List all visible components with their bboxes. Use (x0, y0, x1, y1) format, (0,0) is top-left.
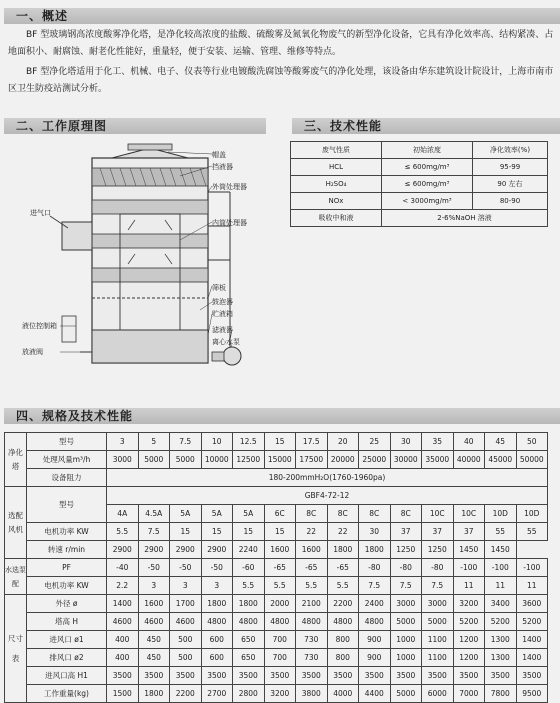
row-label: 进风口高 H1 (27, 667, 107, 685)
group-label-size: 尺寸表 (5, 595, 27, 703)
label-diffuser: 鼓泡器 (212, 298, 233, 306)
row-label: 塔高 H (27, 613, 107, 631)
spec-cell: 3000 (390, 595, 422, 613)
spec-cell: 900 (359, 631, 391, 649)
spec-cell: 1300 (485, 631, 517, 649)
spec-cell: 7.5 (422, 577, 454, 595)
spec-cell: 11 (453, 577, 485, 595)
spec-cell: 40000 (453, 451, 485, 469)
spec-cell: 55 (516, 523, 548, 541)
spec-cell: 2240 (233, 541, 265, 559)
spec-cell: 650 (233, 649, 265, 667)
label-inner-processor: 内筒处理器 (212, 219, 247, 227)
absorb-label: 吸收中和液 (291, 210, 382, 227)
spec-cell: 20 (327, 433, 359, 451)
spec-cell: 2700 (201, 685, 233, 703)
centrifugal-pump (223, 347, 241, 365)
spec-cell: 15000 (264, 451, 296, 469)
tech-header: 净化效率(%) (473, 142, 548, 159)
spec-cell: 400 (107, 631, 139, 649)
spec-cell: 2400 (359, 595, 391, 613)
spec-cell: 450 (138, 631, 170, 649)
spec-cell: 40 (453, 433, 485, 451)
resist-value: 180-200mmH₂O(1760-1960pa) (107, 469, 548, 487)
spec-cell: -65 (327, 559, 359, 577)
spec-cell: 55 (485, 523, 517, 541)
section2-header: 二、工作原理图 (4, 118, 266, 134)
spec-cell: 2900 (107, 541, 139, 559)
spec-cell: 50 (516, 433, 548, 451)
tech-row (291, 176, 548, 193)
spec-cell: 400 (107, 649, 139, 667)
spec-cell: 15 (201, 523, 233, 541)
tech-cell: NOx (291, 193, 382, 210)
spec-cell: 15 (264, 523, 296, 541)
spec-cell: 4800 (264, 613, 296, 631)
spec-cell: 1250 (422, 541, 454, 559)
spec-row-model (5, 433, 548, 451)
spec-cell: 3 (201, 577, 233, 595)
spec-cell: 3500 (264, 667, 296, 685)
row-label: 工作重量(kg) (27, 685, 107, 703)
spec-cell: 37 (453, 523, 485, 541)
spec-cell: 1800 (359, 541, 391, 559)
spec-cell: 4600 (138, 613, 170, 631)
spec-cell: 5.5 (233, 577, 265, 595)
label-tank: 贮液箱 (212, 310, 233, 318)
spec-cell: 1600 (264, 541, 296, 559)
spec-cell: 3000 (107, 451, 139, 469)
spec-cell: 2900 (138, 541, 170, 559)
spec-cell: 5200 (516, 613, 548, 631)
spec-cell: 15 (233, 523, 265, 541)
spec-cell: 3500 (390, 667, 422, 685)
spec-cell: 730 (296, 631, 328, 649)
spec-cell: -80 (390, 559, 422, 577)
spec-cell: 1300 (485, 649, 517, 667)
spec-cell: 4400 (359, 685, 391, 703)
label-filter: 滤液器 (212, 326, 233, 334)
spec-cell: 3500 (485, 667, 517, 685)
spec-cell: 1250 (390, 541, 422, 559)
label-drain: 放液阀 (22, 348, 43, 356)
spec-cell: 650 (233, 631, 265, 649)
spec-cell: 700 (264, 649, 296, 667)
spec-cell: 10C (453, 505, 485, 523)
row-label: 型号 (27, 433, 107, 451)
spec-cell: 12500 (233, 451, 265, 469)
spec-cell: 1400 (107, 595, 139, 613)
spec-cell: 30000 (390, 451, 422, 469)
spec-cell: 3500 (453, 667, 485, 685)
spec-cell: 1600 (296, 541, 328, 559)
spec-row-fan-series (5, 487, 548, 505)
spec-cell: 2800 (233, 685, 265, 703)
spec-cell: -50 (170, 559, 202, 577)
spec-cell: 20000 (327, 451, 359, 469)
spec-cell: 5000 (390, 613, 422, 631)
spec-cell: 35000 (422, 451, 454, 469)
spec-cell: 1200 (453, 631, 485, 649)
spec-cell: 1800 (233, 595, 265, 613)
spec-cell: 1000 (390, 649, 422, 667)
tech-cell: 90 左右 (473, 176, 548, 193)
tech-row (291, 210, 548, 227)
spec-cell: 5000 (390, 685, 422, 703)
tech-performance-table (290, 141, 548, 227)
group-label-tower: 净化塔 (5, 433, 27, 487)
label-level-box: 液位控制箱 (22, 322, 57, 330)
row-label: 型号 (27, 487, 107, 523)
spec-cell: 5200 (485, 613, 517, 631)
spec-cell: 5 (138, 433, 170, 451)
air-inlet (62, 222, 92, 250)
group-label-fan: 选配风机 (5, 487, 27, 559)
spec-cell: -50 (138, 559, 170, 577)
section3-header: 三、技术性能 (292, 118, 560, 134)
overview-paragraph-2: BF 型净化塔适用于化工、机械、电子、仪表等行业电镀酸洗腐蚀等酸雾废气的净化处理，该设备由华东建筑设计院设计，上海市南市区卫生防疫站测试分析。 (8, 67, 554, 94)
label-cap: 帽盖 (212, 151, 226, 159)
spec-cell: 4800 (327, 613, 359, 631)
spec-cell: 5.5 (327, 577, 359, 595)
spec-cell: 500 (170, 649, 202, 667)
spec-cell: 10D (516, 505, 548, 523)
spec-cell: 7000 (453, 685, 485, 703)
spec-cell: 4600 (107, 613, 139, 631)
spec-cell: 5000 (422, 613, 454, 631)
spec-cell: 9500 (516, 685, 548, 703)
spec-cell: 8C (390, 505, 422, 523)
tech-row (291, 159, 548, 176)
tech-row (291, 193, 548, 210)
spec-cell: 15 (264, 433, 296, 451)
spec-cell: 7.5 (390, 577, 422, 595)
row-label: 设备阻力 (27, 469, 107, 487)
label-sieve: 筛板 (212, 284, 226, 292)
label-outer-processor: 外筒处理器 (212, 183, 247, 191)
spec-cell: 3500 (296, 667, 328, 685)
spec-cell: 3500 (359, 667, 391, 685)
spec-cell: 5A (201, 505, 233, 523)
tech-cell: ≤ 600mg/m³ (382, 176, 473, 193)
spec-cell: 2100 (296, 595, 328, 613)
tech-cell: ≤ 600mg/m³ (382, 159, 473, 176)
row-label: 排风口 ø2 (27, 649, 107, 667)
spec-cell: 10D (485, 505, 517, 523)
spec-cell: 25 (359, 433, 391, 451)
spec-cell: 22 (327, 523, 359, 541)
spec-cell: 5200 (453, 613, 485, 631)
spec-cell: 1400 (516, 649, 548, 667)
spec-row-pump-power (5, 577, 548, 595)
spec-cell: 3500 (422, 667, 454, 685)
row-label: 电机功率 KW (27, 577, 107, 595)
spec-cell: 5A (170, 505, 202, 523)
spec-table (4, 432, 548, 703)
spec-cell: 4.5A (138, 505, 170, 523)
spec-cell: 35 (422, 433, 454, 451)
spec-cell: 6000 (422, 685, 454, 703)
spec-row-air (5, 451, 548, 469)
spec-cell: -65 (296, 559, 328, 577)
spec-cell: 5A (233, 505, 265, 523)
section4-header: 四、规格及技术性能 (4, 408, 560, 424)
spec-cell: 45 (485, 433, 517, 451)
spec-cell: 3500 (327, 667, 359, 685)
spec-row-h (5, 613, 548, 631)
spec-cell: 10 (201, 433, 233, 451)
spec-cell: 5.5 (264, 577, 296, 595)
spec-cell: 30 (359, 523, 391, 541)
spec-cell: 600 (201, 631, 233, 649)
spec-cell: 1450 (485, 541, 517, 559)
spec-cell: 3200 (453, 595, 485, 613)
spec-cell: 4600 (170, 613, 202, 631)
spec-cell: -60 (233, 559, 265, 577)
group-label-pump: 水选泵配 (5, 559, 27, 595)
spec-cell: 730 (296, 649, 328, 667)
spec-cell: 25000 (359, 451, 391, 469)
tech-cell: H₂SO₄ (291, 176, 382, 193)
spec-cell: 4800 (233, 613, 265, 631)
label-defogger: 挡液器 (212, 163, 233, 171)
spec-cell: 17500 (296, 451, 328, 469)
spec-row-h1 (5, 667, 548, 685)
spec-cell: -100 (453, 559, 485, 577)
spec-cell: 50000 (516, 451, 548, 469)
spec-cell: 7.5 (170, 433, 202, 451)
spec-cell: 8C (359, 505, 391, 523)
spec-cell: 12.5 (233, 433, 265, 451)
spec-cell: 3500 (201, 667, 233, 685)
tech-header-row (291, 142, 548, 159)
row-label: 转速 r/min (27, 541, 107, 559)
spec-cell: -80 (422, 559, 454, 577)
row-label: 外径 ø (27, 595, 107, 613)
spec-cell: -100 (485, 559, 517, 577)
spec-cell: 3400 (485, 595, 517, 613)
liquid-tank (92, 330, 208, 363)
spec-cell: 3500 (516, 667, 548, 685)
spec-cell: 17.5 (296, 433, 328, 451)
spec-cell: 2200 (170, 685, 202, 703)
spec-cell: 10000 (201, 451, 233, 469)
spec-cell: 1100 (422, 631, 454, 649)
spec-cell: 5000 (138, 451, 170, 469)
spec-cell: -100 (516, 559, 548, 577)
spec-cell: 800 (327, 631, 359, 649)
spec-cell: -80 (359, 559, 391, 577)
spec-row-fan-power (5, 523, 548, 541)
spec-cell: 10C (422, 505, 454, 523)
row-label: 电机功率 KW (27, 523, 107, 541)
spec-cell: 37 (390, 523, 422, 541)
spec-cell: 3500 (107, 667, 139, 685)
spec-row-weight (5, 685, 548, 703)
spec-cell: 3500 (233, 667, 265, 685)
label-pump: 离心水泵 (212, 338, 240, 346)
row-label: 进风口 ø1 (27, 631, 107, 649)
spec-row-fan-speed (5, 541, 548, 559)
spec-cell: 4A (107, 505, 139, 523)
spec-cell: 2900 (170, 541, 202, 559)
spec-cell: -50 (201, 559, 233, 577)
spec-cell: 22 (296, 523, 328, 541)
spec-cell: 7800 (485, 685, 517, 703)
spec-cell: 1700 (170, 595, 202, 613)
spec-cell: 5000 (170, 451, 202, 469)
spec-cell: 1500 (107, 685, 139, 703)
spec-cell: 3800 (296, 685, 328, 703)
spec-cell: 1200 (453, 649, 485, 667)
spec-cell: -65 (264, 559, 296, 577)
spec-cell: 700 (264, 631, 296, 649)
spec-cell: 1800 (201, 595, 233, 613)
spec-cell: 1400 (516, 631, 548, 649)
tech-cell: < 3000mg/m³ (382, 193, 473, 210)
level-control-box (62, 316, 76, 342)
spec-cell: 3500 (138, 667, 170, 685)
spec-cell: 2200 (327, 595, 359, 613)
spec-cell: 1000 (390, 631, 422, 649)
spec-cell: 450 (138, 649, 170, 667)
spec-cell: 4800 (359, 613, 391, 631)
spec-cell: 4800 (296, 613, 328, 631)
spec-cell: 3 (138, 577, 170, 595)
spec-cell: 30 (390, 433, 422, 451)
spec-cell: 800 (327, 649, 359, 667)
spec-cell: 4800 (201, 613, 233, 631)
spec-cell: 4000 (327, 685, 359, 703)
spec-cell: 7.5 (359, 577, 391, 595)
spec-cell: 5.5 (107, 523, 139, 541)
spec-row-pf (5, 559, 548, 577)
spec-cell: 3500 (170, 667, 202, 685)
section1-header: 一、概述 (4, 8, 560, 24)
spec-cell: 11 (485, 577, 517, 595)
spec-row-resist (5, 469, 548, 487)
fan-series-value: GBF4-72-12 (107, 487, 548, 505)
row-label: 处理风量m³/h (27, 451, 107, 469)
spec-cell: 11 (516, 577, 548, 595)
spec-cell: 1800 (327, 541, 359, 559)
spec-cell: 37 (422, 523, 454, 541)
spec-cell: 15 (170, 523, 202, 541)
spec-cell: 45000 (485, 451, 517, 469)
spec-row-od (5, 595, 548, 613)
tech-cell: HCL (291, 159, 382, 176)
spec-cell: 3 (170, 577, 202, 595)
spec-cell: -40 (107, 559, 139, 577)
spec-cell: 900 (359, 649, 391, 667)
spec-cell: 1600 (138, 595, 170, 613)
spec-row-out (5, 649, 548, 667)
absorb-value: 2-6%NaOH 溶液 (382, 210, 548, 227)
spec-cell: 600 (201, 649, 233, 667)
tech-cell: 95-99 (473, 159, 548, 176)
spec-cell: 6C (264, 505, 296, 523)
tech-cell: 80-90 (473, 193, 548, 210)
spec-cell: 8C (327, 505, 359, 523)
spec-cell: 3600 (516, 595, 548, 613)
spec-cell: 7.5 (138, 523, 170, 541)
tower-diagram (0, 140, 290, 395)
spec-cell: 2000 (264, 595, 296, 613)
spec-cell: 3200 (264, 685, 296, 703)
spec-cell: 5.5 (296, 577, 328, 595)
spec-cell: 3 (107, 433, 139, 451)
spec-cell: 2900 (201, 541, 233, 559)
spec-cell: 2.2 (107, 577, 139, 595)
label-inlet: 进气口 (30, 209, 51, 217)
spec-cell: 1450 (453, 541, 485, 559)
spec-cell: 1100 (422, 649, 454, 667)
tech-header: 废气性质 (291, 142, 382, 159)
tech-header: 初始浓度 (382, 142, 473, 159)
row-label: PF (27, 559, 107, 577)
spec-cell: 8C (296, 505, 328, 523)
spec-cell: 3000 (422, 595, 454, 613)
overview-paragraph-1: BF 型玻璃钢高浓度酸雾净化塔，是净化较高浓度的盐酸、硫酸雾及氮氧化物废气的新型净化设备，它具有净化效率高、结构紧凑、占地面积小、耐腐蚀、耐老化性能好，重量轻，便于安装、运输、管理、维修等特点。 (8, 30, 554, 57)
spec-row-in (5, 631, 548, 649)
spec-cell: 1800 (138, 685, 170, 703)
spec-cell: 500 (170, 631, 202, 649)
